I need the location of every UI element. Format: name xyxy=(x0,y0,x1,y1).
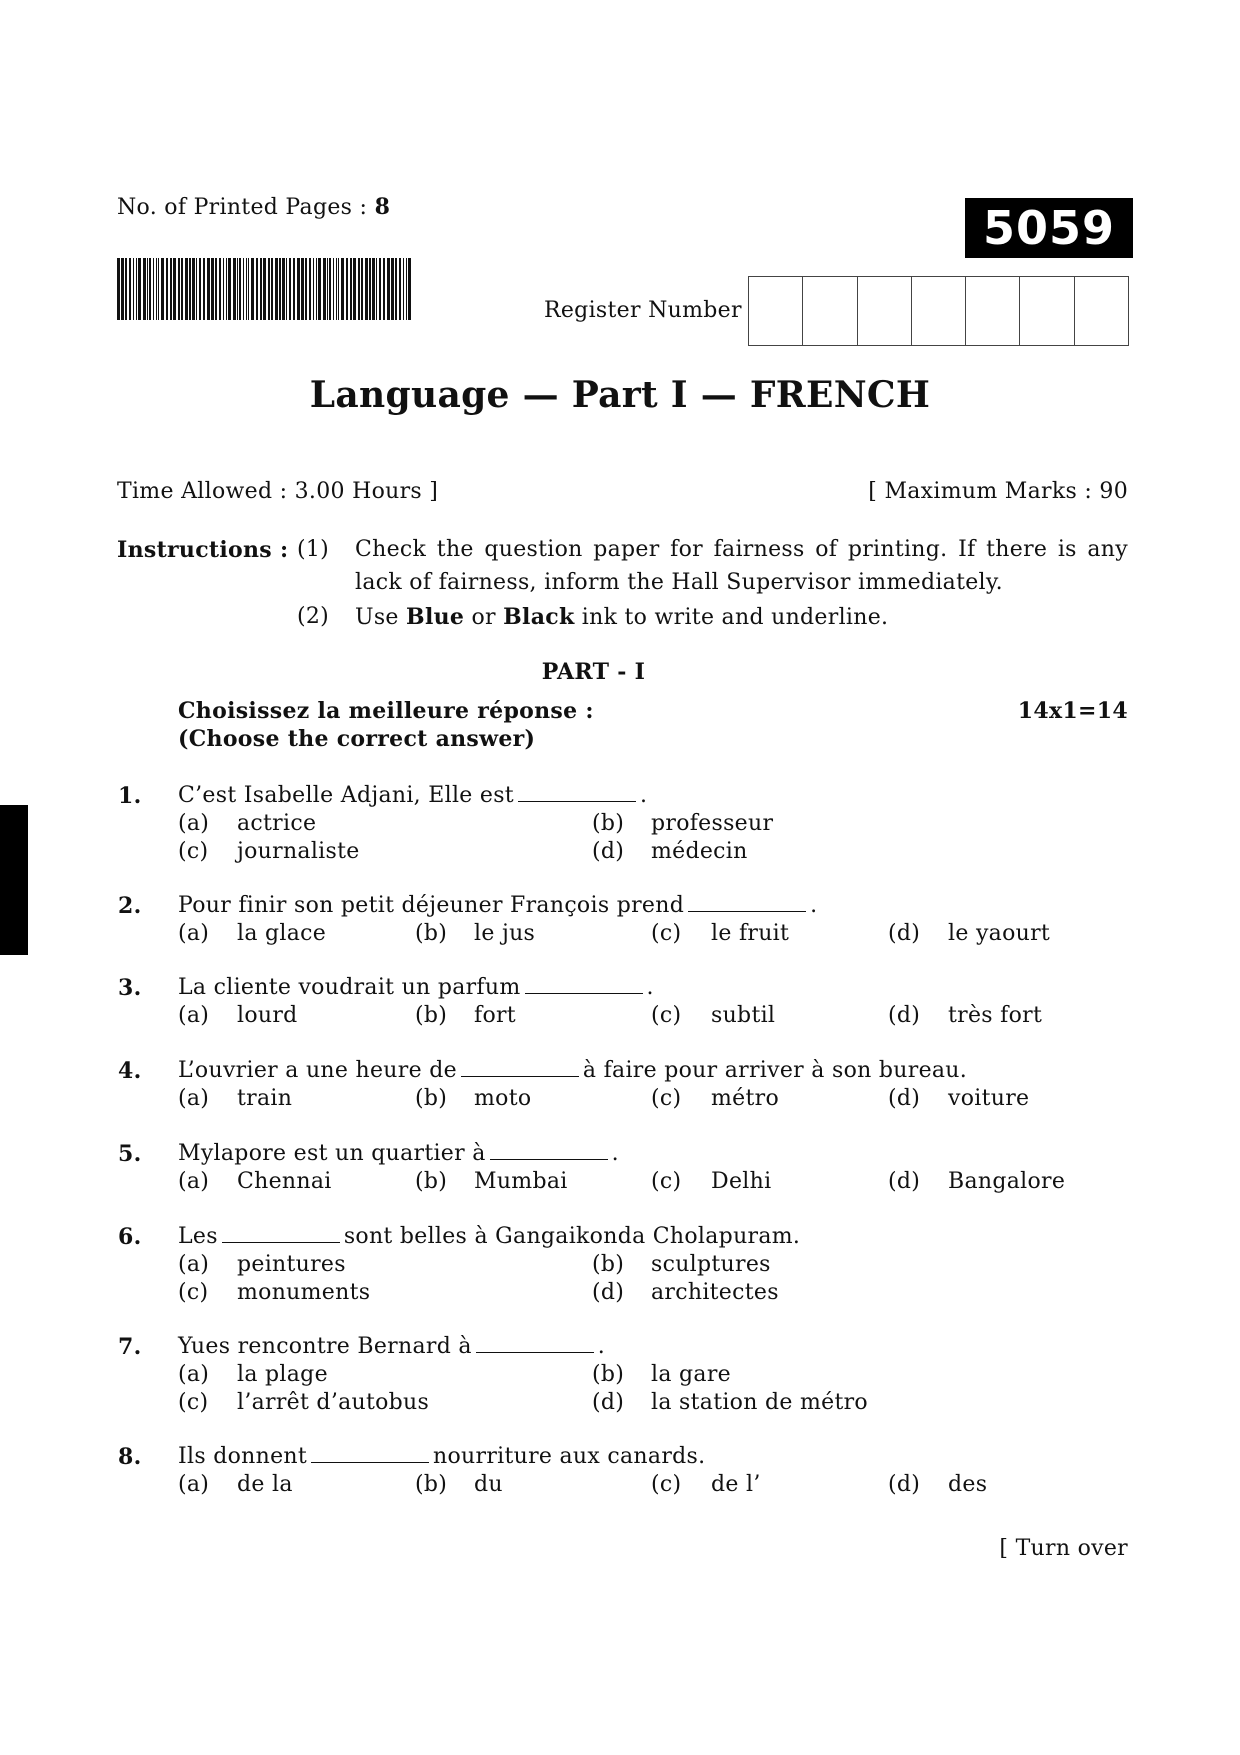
printed-pages-label: No. of Printed Pages : xyxy=(117,195,368,220)
question-number: 7. xyxy=(118,1334,142,1360)
option-label: (d) xyxy=(592,1390,625,1415)
option-text: la glace xyxy=(237,921,327,946)
question-text-before: La cliente voudrait un parfum xyxy=(178,975,521,1000)
option-text: sculptures xyxy=(651,1252,771,1277)
barcode-bar xyxy=(346,258,348,320)
option-text: Delhi xyxy=(711,1169,772,1194)
instruction-2-blue: Blue xyxy=(406,604,465,630)
option-label: (b) xyxy=(415,1169,448,1194)
register-box[interactable] xyxy=(912,277,966,345)
barcode-bar xyxy=(329,258,331,320)
option-label: (d) xyxy=(888,1086,921,1111)
option-text: train xyxy=(237,1086,293,1111)
barcode-bar xyxy=(181,258,183,320)
barcode-bar xyxy=(166,258,168,320)
question-text-before: C’est Isabelle Adjani, Elle est xyxy=(178,783,514,808)
barcode-bar xyxy=(129,258,131,320)
option-label: (c) xyxy=(178,1280,209,1305)
answer-blank xyxy=(688,893,806,912)
part-title: PART - I xyxy=(541,659,646,685)
option-text: des xyxy=(948,1472,988,1497)
barcode-bar xyxy=(341,258,344,320)
question-text-after: . xyxy=(810,893,818,918)
instruction-2-black: Black xyxy=(503,604,575,630)
question-text-after: nourriture aux canards. xyxy=(433,1444,706,1469)
option-text: Chennai xyxy=(237,1169,332,1194)
barcode-bar xyxy=(372,258,375,320)
question-text-before: Yues rencontre Bernard à xyxy=(178,1334,472,1359)
option-label: (c) xyxy=(178,1390,209,1415)
page-title: Language — Part I — FRENCH xyxy=(309,374,931,416)
register-number-label: Register Number xyxy=(544,298,742,323)
barcode-bar xyxy=(289,258,291,320)
barcode-bar xyxy=(239,258,241,320)
barcode-bar xyxy=(376,258,377,320)
barcode-bar xyxy=(275,258,278,320)
answer-blank xyxy=(222,1224,340,1243)
option-text: Bangalore xyxy=(948,1169,1066,1194)
option-label: (d) xyxy=(888,921,921,946)
side-margin-bar xyxy=(0,805,28,955)
option-label: (a) xyxy=(178,1003,210,1028)
option-text: de la xyxy=(237,1472,293,1497)
barcode-bar xyxy=(125,258,127,320)
option-text: subtil xyxy=(711,1003,776,1028)
barcode-bar xyxy=(286,258,287,320)
answer-blank xyxy=(490,1141,608,1160)
question-text-after: . xyxy=(597,1334,606,1359)
barcode-bar xyxy=(192,258,195,320)
option-text: métro xyxy=(711,1086,779,1111)
barcode-bar xyxy=(207,258,210,320)
option-text: Mumbai xyxy=(474,1169,568,1194)
question-text-before: Ils donnent xyxy=(178,1444,308,1469)
barcode-bar xyxy=(271,258,273,320)
register-number-boxes[interactable] xyxy=(748,276,1129,346)
barcode-bar xyxy=(353,258,356,320)
option-label: (a) xyxy=(178,1252,210,1277)
question-text-after: sont belles à Gangaikonda Cholapuram. xyxy=(343,1224,801,1249)
question-text-before: Pour finir son petit déjeuner François prend xyxy=(178,893,685,918)
instruction-2-post: ink to write and underline. xyxy=(574,605,889,630)
register-box[interactable] xyxy=(749,277,803,345)
option-label: (a) xyxy=(178,921,210,946)
barcode-bar xyxy=(161,258,164,320)
barcode-bar xyxy=(408,258,411,320)
option-label: (c) xyxy=(651,921,682,946)
barcode-bar xyxy=(379,258,381,320)
option-label: (c) xyxy=(651,1003,682,1028)
option-label: (b) xyxy=(415,1472,448,1497)
option-label: (a) xyxy=(178,811,210,836)
option-text: voiture xyxy=(948,1086,1030,1111)
barcode-bar xyxy=(133,258,134,320)
question-text xyxy=(178,1141,619,1166)
question-number: 1. xyxy=(118,783,142,809)
barcode-bar xyxy=(336,258,337,320)
barcode-bar xyxy=(143,258,146,320)
register-box[interactable] xyxy=(1020,277,1074,345)
barcode-bar xyxy=(243,258,244,320)
option-label: (b) xyxy=(415,1003,448,1028)
option-label: (b) xyxy=(592,1252,625,1277)
barcode-bar xyxy=(189,258,191,320)
time-allowed: Time Allowed : 3.00 Hours ] xyxy=(117,479,439,504)
option-text: actrice xyxy=(237,811,317,836)
option-text: architectes xyxy=(651,1280,779,1305)
question-number: 3. xyxy=(118,975,142,1001)
question-text-before: L’ouvrier a une heure de xyxy=(178,1058,457,1083)
question-number: 8. xyxy=(118,1444,142,1470)
option-text: la gare xyxy=(651,1362,731,1387)
barcode-bar xyxy=(350,258,352,320)
option-label: (b) xyxy=(415,921,448,946)
barcode-bar xyxy=(233,258,236,320)
option-text: monuments xyxy=(237,1280,371,1305)
option-text: très fort xyxy=(948,1003,1043,1028)
question-text xyxy=(178,783,647,808)
barcode-bar xyxy=(338,258,339,320)
barcode-bar xyxy=(383,258,385,320)
barcode-bar xyxy=(117,258,120,320)
barcode-bar xyxy=(282,258,285,320)
barcode-bar xyxy=(323,258,326,320)
answer-blank xyxy=(518,783,636,802)
barcode-bar xyxy=(248,258,249,320)
barcode-bar xyxy=(399,258,401,320)
barcode-bar xyxy=(251,258,254,320)
option-label: (a) xyxy=(178,1472,210,1497)
barcode-bar xyxy=(219,258,221,320)
turn-over: [ Turn over xyxy=(999,1536,1128,1561)
instruction-1-line2: lack of fairness, inform the Hall Supervisor immediately. xyxy=(355,570,1003,595)
barcode-bar xyxy=(361,258,363,320)
barcode-bar xyxy=(185,258,188,320)
answer-blank xyxy=(525,975,643,994)
question-text xyxy=(178,1334,605,1359)
barcode-bar xyxy=(173,258,176,320)
option-text: médecin xyxy=(651,839,748,864)
question-number: 2. xyxy=(118,893,142,919)
barcode-bar xyxy=(406,258,407,320)
instruction-2-mid: or xyxy=(464,605,504,630)
option-label: (c) xyxy=(651,1169,682,1194)
barcode-bar xyxy=(309,258,311,320)
instruction-number: (1) xyxy=(297,537,330,562)
option-text: la plage xyxy=(237,1362,328,1387)
barcode-bar xyxy=(215,258,217,320)
option-text: de l’ xyxy=(711,1472,761,1497)
barcode-bar xyxy=(318,258,321,320)
instructions-label: Instructions : xyxy=(117,537,289,563)
barcode-bar xyxy=(293,258,295,320)
barcode-bar xyxy=(203,258,205,320)
option-text: le fruit xyxy=(711,921,790,946)
barcode-bar xyxy=(136,258,137,320)
option-label: (c) xyxy=(651,1472,682,1497)
register-box[interactable] xyxy=(1075,277,1128,345)
barcode-bar xyxy=(395,258,397,320)
barcode-bar xyxy=(305,258,307,320)
question-number: 4. xyxy=(118,1058,142,1084)
instruction-2 xyxy=(355,604,888,630)
option-text: la station de métro xyxy=(651,1390,868,1415)
barcode-bar xyxy=(403,258,404,320)
barcode-bar xyxy=(170,258,172,320)
barcode-bar xyxy=(158,258,159,320)
question-number: 6. xyxy=(118,1224,142,1250)
instruction-2-pre: Use xyxy=(355,605,407,630)
option-text: lourd xyxy=(237,1003,298,1028)
printed-pages xyxy=(117,194,390,220)
barcode-bar xyxy=(149,258,151,320)
barcode-bar xyxy=(301,258,304,320)
barcode-icon xyxy=(117,258,415,320)
option-text: peintures xyxy=(237,1252,346,1277)
barcode-bar xyxy=(260,258,262,320)
barcode-bar xyxy=(199,258,201,320)
option-text: le jus xyxy=(474,921,536,946)
barcode-bar xyxy=(223,258,224,320)
option-text: professeur xyxy=(651,811,774,836)
register-box[interactable] xyxy=(803,277,857,345)
barcode-bar xyxy=(327,258,328,320)
question-text-after: . xyxy=(639,783,648,808)
question-text-before: Les xyxy=(178,1224,218,1249)
barcode-bar xyxy=(228,258,231,320)
option-label: (c) xyxy=(651,1086,682,1111)
barcode-bar xyxy=(196,258,197,320)
part-heading-fr: Choisissez la meilleure réponse : xyxy=(178,698,594,724)
answer-blank xyxy=(461,1058,579,1077)
barcode-bar xyxy=(211,258,214,320)
part-heading-en: (Choose the correct answer) xyxy=(178,726,536,752)
barcode-bar xyxy=(147,258,148,320)
barcode-bar xyxy=(226,258,227,320)
barcode-bar xyxy=(237,258,238,320)
barcode-bar xyxy=(263,258,266,320)
register-box[interactable] xyxy=(858,277,912,345)
option-label: (c) xyxy=(178,839,209,864)
instruction-1-line1: Check the question paper for fairness of printing. If there is any xyxy=(355,537,1128,562)
option-text: journaliste xyxy=(237,839,360,864)
option-label: (d) xyxy=(888,1003,921,1028)
barcode-bar xyxy=(178,258,180,320)
barcode-bar xyxy=(297,258,300,320)
option-text: l’arrêt d’autobus xyxy=(237,1390,430,1415)
barcode-bar xyxy=(369,258,371,320)
question-text-after: . xyxy=(611,1141,619,1166)
option-label: (d) xyxy=(888,1169,921,1194)
instruction-number: (2) xyxy=(297,604,330,629)
question-text-before: Mylapore est un quartier à xyxy=(178,1141,486,1166)
answer-blank xyxy=(476,1334,594,1353)
barcode-bar xyxy=(268,258,270,320)
question-text xyxy=(178,893,817,918)
question-text-after: à faire pour arriver à son bureau. xyxy=(582,1058,968,1083)
paper-code: 5059 xyxy=(965,198,1133,258)
barcode-bar xyxy=(365,258,368,320)
answer-blank xyxy=(311,1444,429,1463)
option-label: (b) xyxy=(415,1086,448,1111)
barcode-bar xyxy=(391,258,394,320)
barcode-bar xyxy=(316,258,317,320)
question-text xyxy=(178,1058,967,1083)
question-number: 5. xyxy=(118,1141,142,1167)
barcode-bar xyxy=(256,258,258,320)
option-text: moto xyxy=(474,1086,532,1111)
option-label: (d) xyxy=(592,1280,625,1305)
barcode-bar xyxy=(387,258,390,320)
option-text: fort xyxy=(474,1003,516,1028)
option-label: (a) xyxy=(178,1362,210,1387)
option-text: le yaourt xyxy=(948,921,1051,946)
barcode-bar xyxy=(279,258,281,320)
option-label: (b) xyxy=(592,1362,625,1387)
barcode-bar xyxy=(138,258,141,320)
option-text: du xyxy=(474,1472,503,1497)
option-label: (b) xyxy=(592,811,625,836)
barcode-bar xyxy=(121,258,124,320)
printed-pages-value: 8 xyxy=(374,194,391,220)
option-label: (d) xyxy=(888,1472,921,1497)
max-marks: [ Maximum Marks : 90 xyxy=(868,479,1128,504)
question-text xyxy=(178,1224,800,1249)
barcode-bar xyxy=(358,258,360,320)
barcode-bar xyxy=(313,258,314,320)
barcode-bar xyxy=(246,258,247,320)
barcode-bar xyxy=(153,258,154,320)
register-box[interactable] xyxy=(966,277,1020,345)
option-label: (a) xyxy=(178,1086,210,1111)
question-text xyxy=(178,975,654,1000)
barcode-bar xyxy=(156,258,157,320)
barcode-bar xyxy=(333,258,334,320)
question-text-after: . xyxy=(646,975,654,1000)
question-text xyxy=(178,1444,705,1469)
option-label: (d) xyxy=(592,839,625,864)
part-marks: 14x1=14 xyxy=(1017,698,1128,724)
option-label: (a) xyxy=(178,1169,210,1194)
